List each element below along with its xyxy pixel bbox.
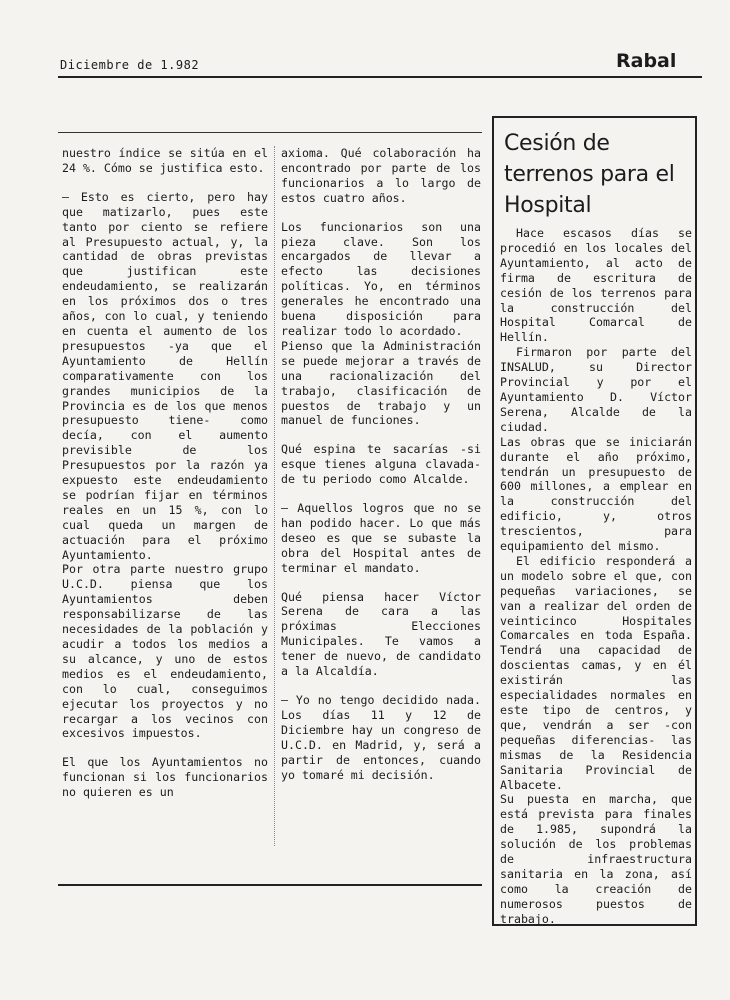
sidebar-paragraph: Hace escasos días se procedió en los locales del Ayuntamiento, al acto de firma de escritura de cesión de los terrenos para la construcción del Hospital Comarcal de Hellín. (500, 226, 692, 345)
issue-date: Diciembre de 1.982 (60, 58, 200, 72)
sidebar-paragraph: Las obras que se iniciarán durante el año próximo, tendrán un presupuesto de 600 millones, a emplear en la construcción del edificio, y, otros trescientos, para equipamiento del mismo. (500, 434, 692, 554)
sidebar-title: Cesión de terrenos para el Hospital (504, 131, 675, 218)
article-paragraph: axioma. Qué colaboración ha encontrado por parte de los funcionarios a lo largo de estos cuatro años. (281, 146, 481, 205)
article-paragraph: El que los Ayuntamientos no funcionan si los funcionarios no quieren es un (62, 755, 268, 800)
column-top-rule (58, 132, 482, 133)
article-paragraph: – Esto es cierto, pero hay que matizarlo, pues este tanto por ciento se refiere al Presupuesto actual, y, la cantidad de obras previstas que justifican este endeudamiento, se realizarán en los próximos dos o tres años, con lo cual, y teniendo en cuenta el aumento de los presupuestos -ya que el Ayuntamiento de Hellín comparativamente con los grandes municipios de la Provincia es de los que menos presupuesto tiene- como decía, con el aumento previsible de los Presupuestos por la razón ya expuesto este endeudamiento se podrían fijar en términos reales en un 15 %, con lo cual queda un margen de actuación para el próximo Ayuntamiento. (62, 189, 268, 562)
article-paragraph: Los funcionarios son una pieza clave. Son los encargados de llevar a efecto las decisiones políticas. Yo, en términos generales he encontrado una buena disposición para realizar todo lo acordado. (281, 219, 481, 338)
article-paragraph: nuestro índice se sitúa en el 24 %. Cómo se justifica esto. (62, 146, 268, 175)
article-paragraph: Qué espina te sacarías -si esque tienes alguna clavada- de tu periodo como Alcalde. (281, 442, 481, 487)
sidebar-paragraph: Firmaron por parte del INSALUD, su Director Provincial y por el Ayuntamiento D. Víctor Serena, Alcalde de la ciudad. (500, 345, 692, 434)
publication-name: Rabal (616, 50, 677, 72)
column-bottom-rule (58, 884, 482, 886)
article-paragraph: – Aquellos logros que no se han podido hacer. Lo que más deseo es que se subaste la obra del Hospital antes de terminar el mandato. (281, 501, 481, 575)
sidebar-paragraph: El edificio responderá a un modelo sobre el que, con pequeñas variaciones, se van a realizar del orden de veinticinco Hospitales Comarcales en toda España. Tendrá una capacidad de doscientas camas, y en él existirán las especialidades normales en este tipo de centros, y que, vendrán a ser -con pequeñas diferencias- las mismas de la Residencia Sanitaria Provincial de Albacete. (500, 553, 692, 792)
article-column-1 (62, 146, 268, 814)
article-paragraph: – Yo no tengo decidido nada. Los días 11 y 12 de Diciembre hay un congreso de U.C.D. en Madrid, y, será a partir de entonces, cuando yo tomaré mi decisión. (281, 693, 481, 782)
article-column-2 (281, 146, 481, 796)
article-paragraph: Por otra parte nuestro grupo U.C.D. piensa que los Ayuntamientos deben responsabilizarse de las necesidades de la población y acudir a todos los medios a su alcance, y uno de estos medios es el endeudamiento, con lo cual, conseguimos ejecutar los proyectos y no recargar a los vecinos con excesivos impuestos. (62, 562, 268, 741)
article-paragraph: Qué piensa hacer Víctor Serena de cara a las próximas Elecciones Municipales. Te vamos a tener de nuevo, de candidato a la Alcaldía. (281, 589, 481, 679)
header-rule (58, 76, 702, 78)
sidebar-body (500, 226, 692, 927)
article-paragraph: Pienso que la Administración se puede mejorar a través de una racionalización del trabajo, clasificación de puestos de trabajo y un manuel de funciones. (281, 338, 481, 428)
sidebar-paragraph: Su puesta en marcha, que está prevista para finales de 1.985, supondrá la solución de los problemas de infraestructura sanitaria en la zona, así como la creación de numerosos puestos de trabajo. (500, 792, 692, 926)
column-divider (274, 146, 276, 846)
